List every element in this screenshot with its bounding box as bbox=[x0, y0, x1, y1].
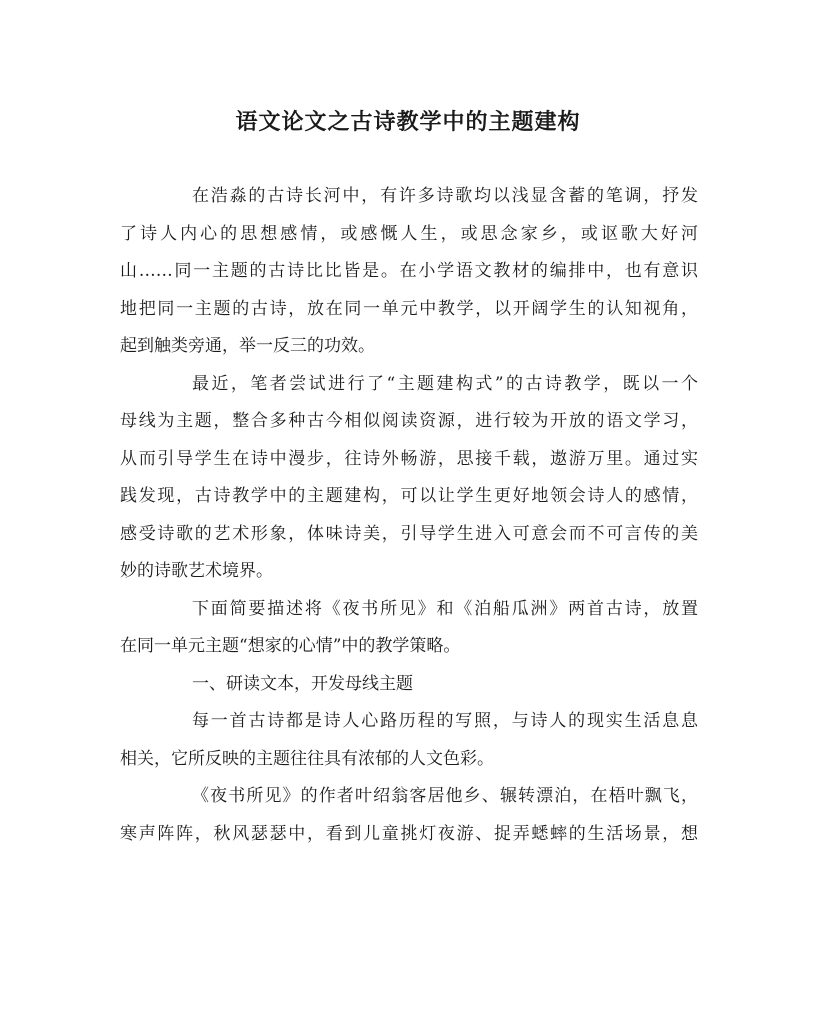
body-line: 妙的诗歌艺术境界。 bbox=[120, 561, 273, 581]
body-line: 践发现，古诗教学中的主题建构，可以让学生更好地领会诗人的感情， bbox=[120, 486, 698, 506]
page-title: 语文论文之古诗教学中的主题建构 bbox=[235, 109, 581, 135]
body-line: 最近，笔者尝试进行了“主题建构式”的古诗教学，既以一个 bbox=[192, 373, 698, 394]
section-heading: 一、研读文本，开发母线主题 bbox=[192, 673, 413, 694]
body-line: 在同一单元主题“想家的心情”中的教学策略。 bbox=[120, 636, 461, 656]
body-line: 母线为主题，整合多种古今相似阅读资源，进行较为开放的语文学习， bbox=[120, 411, 698, 431]
body-line: 从而引导学生在诗中漫步，往诗外畅游，思接千载，遨游万里。通过实 bbox=[120, 448, 698, 469]
body-line: 在浩淼的古诗长河中，有许多诗歌均以浅显含蓄的笔调，抒发 bbox=[192, 186, 698, 206]
body-line: 了诗人内心的思想感情，或感慨人生，或思念家乡，或讴歌大好河 bbox=[120, 223, 698, 244]
body-line: 感受诗歌的艺术形象，体味诗美，引导学生进入可意会而不可言传的美 bbox=[120, 523, 698, 544]
body-line: 地把同一主题的古诗，放在同一单元中教学，以开阔学生的认知视角， bbox=[120, 298, 698, 319]
body-line: 每一首古诗都是诗人心路历程的写照，与诗人的现实生活息息 bbox=[192, 711, 698, 731]
body-line: 寒声阵阵，秋风瑟瑟中，看到儿童挑灯夜游、捉弄蟋蟀的生活场景，想 bbox=[120, 823, 698, 844]
body-line: 下面简要描述将《夜书所见》和《泊船瓜洲》两首古诗，放置 bbox=[192, 598, 698, 619]
body-line: 山……同一主题的古诗比比皆是。在小学语文教材的编排中，也有意识 bbox=[120, 261, 698, 281]
document-body bbox=[120, 178, 698, 853]
body-line: 《夜书所见》的作者叶绍翁客居他乡、辗转漂泊，在梧叶飘飞， bbox=[192, 786, 698, 806]
body-line: 相关，它所反映的主题往往具有浓郁的人文色彩。 bbox=[120, 748, 494, 769]
body-line: 起到触类旁通，举一反三的功效。 bbox=[120, 336, 375, 356]
